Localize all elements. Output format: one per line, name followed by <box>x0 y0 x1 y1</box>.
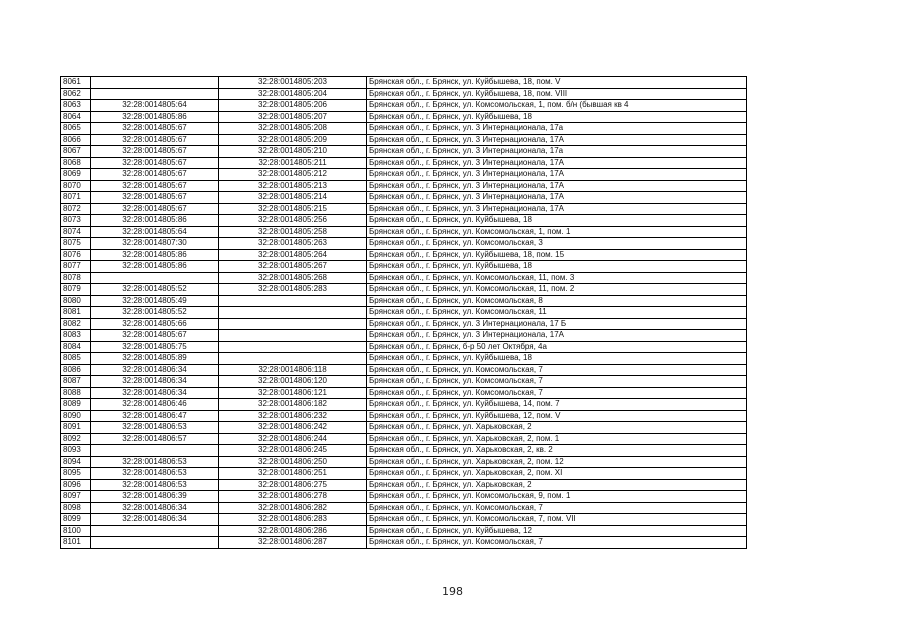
row-number-cell: 8089 <box>61 399 91 411</box>
object-cadastral-number-cell: 32:28:0014805:215 <box>219 203 367 215</box>
address-cell: Брянская обл., г. Брянск, ул. Комсомольская, 1, пом. 1 <box>367 226 747 238</box>
object-cadastral-number-cell: 32:28:0014805:204 <box>219 88 367 100</box>
parcel-cadastral-number-cell: 32:28:0014805:86 <box>91 249 219 261</box>
parcel-cadastral-number-cell: 32:28:0014805:67 <box>91 157 219 169</box>
row-number-cell: 8078 <box>61 272 91 284</box>
table-row <box>61 295 747 307</box>
row-number-cell: 8067 <box>61 146 91 158</box>
table-row <box>61 307 747 319</box>
parcel-cadastral-number-cell: 32:28:0014806:34 <box>91 387 219 399</box>
address-cell: Брянская обл., г. Брянск, ул. Куйбышева, 18 <box>367 353 747 365</box>
parcel-cadastral-number-cell: 32:28:0014806:34 <box>91 364 219 376</box>
address-cell: Брянская обл., г. Брянск, ул. Харьковская, 2, кв. 2 <box>367 445 747 457</box>
address-cell: Брянская обл., г. Брянск, ул. Комсомольская, 11, пом. 3 <box>367 272 747 284</box>
object-cadastral-number-cell: 32:28:0014805:211 <box>219 157 367 169</box>
table-row <box>61 146 747 158</box>
parcel-cadastral-number-cell: 32:28:0014805:67 <box>91 192 219 204</box>
address-cell: Брянская обл., г. Брянск, ул. Комсомольская, 9, пом. 1 <box>367 491 747 503</box>
parcel-cadastral-number-cell: 32:28:0014805:67 <box>91 203 219 215</box>
parcel-cadastral-number-cell: 32:28:0014805:86 <box>91 261 219 273</box>
row-number-cell: 8082 <box>61 318 91 330</box>
address-cell: Брянская обл., г. Брянск, ул. 3 Интернационала, 17а <box>367 146 747 158</box>
row-number-cell: 8097 <box>61 491 91 503</box>
table-row <box>61 111 747 123</box>
table-row <box>61 433 747 445</box>
row-number-cell: 8086 <box>61 364 91 376</box>
object-cadastral-number-cell: 32:28:0014805:207 <box>219 111 367 123</box>
address-cell: Брянская обл., г. Брянск, ул. Комсомольская, 1, пом. б/н (бывшая кв 4 <box>367 100 747 112</box>
object-cadastral-number-cell: 32:28:0014806:278 <box>219 491 367 503</box>
object-cadastral-number-cell: 32:28:0014806:287 <box>219 537 367 549</box>
row-number-cell: 8101 <box>61 537 91 549</box>
address-cell: Брянская обл., г. Брянск, ул. Харьковская, 2, пом. 1 <box>367 433 747 445</box>
address-cell: Брянская обл., г. Брянск, ул. Комсомольская, 11 <box>367 307 747 319</box>
parcel-cadastral-number-cell: 32:28:0014805:67 <box>91 169 219 181</box>
row-number-cell: 8084 <box>61 341 91 353</box>
row-number-cell: 8093 <box>61 445 91 457</box>
row-number-cell: 8070 <box>61 180 91 192</box>
table-row <box>61 238 747 250</box>
row-number-cell: 8073 <box>61 215 91 227</box>
address-cell: Брянская обл., г. Брянск, ул. 3 Интернационала, 17А <box>367 134 747 146</box>
address-cell: Брянская обл., г. Брянск, ул. Комсомольская, 7 <box>367 364 747 376</box>
table-row <box>61 525 747 537</box>
address-cell: Брянская обл., г. Брянск, ул. Харьковская, 2 <box>367 422 747 434</box>
row-number-cell: 8066 <box>61 134 91 146</box>
table-row <box>61 180 747 192</box>
address-cell: Брянская обл., г. Брянск, ул. Куйбышева, 18 <box>367 261 747 273</box>
table-row <box>61 399 747 411</box>
object-cadastral-number-cell: 32:28:0014806:118 <box>219 364 367 376</box>
object-cadastral-number-cell: 32:28:0014805:283 <box>219 284 367 296</box>
row-number-cell: 8088 <box>61 387 91 399</box>
parcel-cadastral-number-cell: 32:28:0014806:34 <box>91 502 219 514</box>
object-cadastral-number-cell: 32:28:0014805:268 <box>219 272 367 284</box>
object-cadastral-number-cell: 32:28:0014806:120 <box>219 376 367 388</box>
object-cadastral-number-cell: 32:28:0014806:282 <box>219 502 367 514</box>
parcel-cadastral-number-cell: 32:28:0014805:64 <box>91 226 219 238</box>
parcel-cadastral-number-cell <box>91 77 219 89</box>
row-number-cell: 8090 <box>61 410 91 422</box>
address-cell: Брянская обл., г. Брянск, ул. Комсомольская, 7, пом. VII <box>367 514 747 526</box>
parcel-cadastral-number-cell: 32:28:0014806:39 <box>91 491 219 503</box>
parcel-cadastral-number-cell: 32:28:0014805:86 <box>91 215 219 227</box>
address-cell: Брянская обл., г. Брянск, ул. Куйбышева, 12 <box>367 525 747 537</box>
object-cadastral-number-cell: 32:28:0014805:210 <box>219 146 367 158</box>
address-cell: Брянская обл., г. Брянск, ул. Комсомольская, 11, пом. 2 <box>367 284 747 296</box>
object-cadastral-number-cell: 32:28:0014805:214 <box>219 192 367 204</box>
object-cadastral-number-cell: 32:28:0014805:212 <box>219 169 367 181</box>
object-cadastral-number-cell: 32:28:0014806:232 <box>219 410 367 422</box>
row-number-cell: 8077 <box>61 261 91 273</box>
row-number-cell: 8094 <box>61 456 91 468</box>
table-row <box>61 192 747 204</box>
object-cadastral-number-cell: 32:28:0014806:250 <box>219 456 367 468</box>
object-cadastral-number-cell: 32:28:0014805:209 <box>219 134 367 146</box>
object-cadastral-number-cell <box>219 318 367 330</box>
address-cell: Брянская обл., г. Брянск, ул. Куйбышева, 18, пом. 15 <box>367 249 747 261</box>
table-row <box>61 353 747 365</box>
object-cadastral-number-cell: 32:28:0014805:208 <box>219 123 367 135</box>
table-row <box>61 410 747 422</box>
row-number-cell: 8079 <box>61 284 91 296</box>
row-number-cell: 8085 <box>61 353 91 365</box>
table-row <box>61 330 747 342</box>
object-cadastral-number-cell <box>219 341 367 353</box>
address-cell: Брянская обл., г. Брянск, ул. Комсомольская, 8 <box>367 295 747 307</box>
object-cadastral-number-cell: 32:28:0014805:258 <box>219 226 367 238</box>
object-cadastral-number-cell: 32:28:0014806:121 <box>219 387 367 399</box>
row-number-cell: 8062 <box>61 88 91 100</box>
parcel-cadastral-number-cell: 32:28:0014805:66 <box>91 318 219 330</box>
object-cadastral-number-cell <box>219 307 367 319</box>
parcel-cadastral-number-cell: 32:28:0014805:67 <box>91 180 219 192</box>
row-number-cell: 8069 <box>61 169 91 181</box>
object-cadastral-number-cell: 32:28:0014806:286 <box>219 525 367 537</box>
row-number-cell: 8063 <box>61 100 91 112</box>
parcel-cadastral-number-cell: 32:28:0014806:34 <box>91 514 219 526</box>
object-cadastral-number-cell <box>219 295 367 307</box>
address-cell: Брянская обл., г. Брянск, ул. 3 Интернационала, 17А <box>367 180 747 192</box>
object-cadastral-number-cell: 32:28:0014805:203 <box>219 77 367 89</box>
address-cell: Брянская обл., г. Брянск, ул. Куйбышева, 18 <box>367 215 747 227</box>
table-row <box>61 88 747 100</box>
table-row <box>61 77 747 89</box>
table-row <box>61 422 747 434</box>
address-cell: Брянская обл., г. Брянск, ул. 3 Интернационала, 17а <box>367 123 747 135</box>
table-row <box>61 318 747 330</box>
address-cell: Брянская обл., г. Брянск, ул. Куйбышева, 18 <box>367 111 747 123</box>
table-row <box>61 468 747 480</box>
row-number-cell: 8064 <box>61 111 91 123</box>
parcel-cadastral-number-cell: 32:28:0014805:67 <box>91 146 219 158</box>
row-number-cell: 8100 <box>61 525 91 537</box>
row-number-cell: 8061 <box>61 77 91 89</box>
table-row <box>61 341 747 353</box>
table-row <box>61 537 747 549</box>
row-number-cell: 8092 <box>61 433 91 445</box>
parcel-cadastral-number-cell: 32:28:0014805:89 <box>91 353 219 365</box>
table-row <box>61 491 747 503</box>
object-cadastral-number-cell: 32:28:0014806:245 <box>219 445 367 457</box>
row-number-cell: 8075 <box>61 238 91 250</box>
table-row <box>61 502 747 514</box>
table-row <box>61 157 747 169</box>
row-number-cell: 8095 <box>61 468 91 480</box>
parcel-cadastral-number-cell <box>91 445 219 457</box>
parcel-cadastral-number-cell: 32:28:0014806:53 <box>91 456 219 468</box>
object-cadastral-number-cell: 32:28:0014806:244 <box>219 433 367 445</box>
object-cadastral-number-cell <box>219 330 367 342</box>
parcel-cadastral-number-cell: 32:28:0014805:67 <box>91 134 219 146</box>
address-cell: Брянская обл., г. Брянск, ул. Куйбышева, 14, пом. 7 <box>367 399 747 411</box>
parcel-cadastral-number-cell: 32:28:0014805:67 <box>91 330 219 342</box>
parcel-cadastral-number-cell: 32:28:0014806:53 <box>91 479 219 491</box>
row-number-cell: 8074 <box>61 226 91 238</box>
table-row <box>61 100 747 112</box>
row-number-cell: 8068 <box>61 157 91 169</box>
parcel-cadastral-number-cell: 32:28:0014806:46 <box>91 399 219 411</box>
row-number-cell: 8065 <box>61 123 91 135</box>
table-row <box>61 123 747 135</box>
parcel-cadastral-number-cell: 32:28:0014805:75 <box>91 341 219 353</box>
object-cadastral-number-cell: 32:28:0014806:251 <box>219 468 367 480</box>
address-cell: Брянская обл., г. Брянск, ул. 3 Интернационала, 17 Б <box>367 318 747 330</box>
address-cell: Брянская обл., г. Брянск, ул. 3 Интернационала, 17А <box>367 169 747 181</box>
table-row <box>61 376 747 388</box>
address-cell: Брянская обл., г. Брянск, ул. 3 Интернационала, 17А <box>367 330 747 342</box>
table-row <box>61 479 747 491</box>
parcel-cadastral-number-cell: 32:28:0014805:64 <box>91 100 219 112</box>
address-cell: Брянская обл., г. Брянск, ул. Куйбышева, 18, пом. VIII <box>367 88 747 100</box>
parcel-cadastral-number-cell <box>91 88 219 100</box>
object-cadastral-number-cell: 32:28:0014806:275 <box>219 479 367 491</box>
address-cell: Брянская обл., г. Брянск, ул. 3 Интернационала, 17А <box>367 157 747 169</box>
table-row <box>61 215 747 227</box>
table-row <box>61 456 747 468</box>
row-number-cell: 8098 <box>61 502 91 514</box>
table-row <box>61 169 747 181</box>
parcel-cadastral-number-cell: 32:28:0014806:57 <box>91 433 219 445</box>
object-cadastral-number-cell: 32:28:0014806:283 <box>219 514 367 526</box>
parcel-cadastral-number-cell <box>91 272 219 284</box>
address-cell: Брянская обл., г. Брянск, ул. Харьковская, 2 <box>367 479 747 491</box>
object-cadastral-number-cell: 32:28:0014805:256 <box>219 215 367 227</box>
row-number-cell: 8099 <box>61 514 91 526</box>
table-row <box>61 249 747 261</box>
page-number: 198 <box>442 585 463 598</box>
parcel-cadastral-number-cell: 32:28:0014807:30 <box>91 238 219 250</box>
row-number-cell: 8096 <box>61 479 91 491</box>
address-cell: Брянская обл., г. Брянск, ул. Комсомольская, 7 <box>367 387 747 399</box>
parcel-cadastral-number-cell: 32:28:0014806:53 <box>91 422 219 434</box>
table-row <box>61 203 747 215</box>
address-cell: Брянская обл., г. Брянск, ул. Куйбышева, 18, пом. V <box>367 77 747 89</box>
cadastral-table <box>60 76 747 549</box>
object-cadastral-number-cell: 32:28:0014806:242 <box>219 422 367 434</box>
parcel-cadastral-number-cell: 32:28:0014805:67 <box>91 123 219 135</box>
address-cell: Брянская обл., г. Брянск, б-р 50 лет Октября, 4а <box>367 341 747 353</box>
parcel-cadastral-number-cell: 32:28:0014805:52 <box>91 307 219 319</box>
table-row <box>61 514 747 526</box>
address-cell: Брянская обл., г. Брянск, ул. Комсомольская, 7 <box>367 537 747 549</box>
object-cadastral-number-cell: 32:28:0014805:213 <box>219 180 367 192</box>
object-cadastral-number-cell: 32:28:0014805:206 <box>219 100 367 112</box>
table-row <box>61 272 747 284</box>
table-body <box>61 77 747 549</box>
address-cell: Брянская обл., г. Брянск, ул. 3 Интернационала, 17А <box>367 192 747 204</box>
row-number-cell: 8071 <box>61 192 91 204</box>
row-number-cell: 8072 <box>61 203 91 215</box>
parcel-cadastral-number-cell: 32:28:0014806:34 <box>91 376 219 388</box>
parcel-cadastral-number-cell <box>91 537 219 549</box>
table-row <box>61 261 747 273</box>
parcel-cadastral-number-cell: 32:28:0014806:53 <box>91 468 219 480</box>
row-number-cell: 8081 <box>61 307 91 319</box>
row-number-cell: 8091 <box>61 422 91 434</box>
table-row <box>61 226 747 238</box>
table-row <box>61 445 747 457</box>
row-number-cell: 8080 <box>61 295 91 307</box>
table-row <box>61 364 747 376</box>
row-number-cell: 8083 <box>61 330 91 342</box>
row-number-cell: 8076 <box>61 249 91 261</box>
table-row <box>61 387 747 399</box>
object-cadastral-number-cell: 32:28:0014805:267 <box>219 261 367 273</box>
parcel-cadastral-number-cell: 32:28:0014805:86 <box>91 111 219 123</box>
parcel-cadastral-number-cell: 32:28:0014806:47 <box>91 410 219 422</box>
parcel-cadastral-number-cell: 32:28:0014805:52 <box>91 284 219 296</box>
parcel-cadastral-number-cell: 32:28:0014805:49 <box>91 295 219 307</box>
address-cell: Брянская обл., г. Брянск, ул. Комсомольская, 7 <box>367 502 747 514</box>
object-cadastral-number-cell <box>219 353 367 365</box>
row-number-cell: 8087 <box>61 376 91 388</box>
object-cadastral-number-cell: 32:28:0014805:263 <box>219 238 367 250</box>
address-cell: Брянская обл., г. Брянск, ул. 3 Интернационала, 17А <box>367 203 747 215</box>
object-cadastral-number-cell: 32:28:0014805:264 <box>219 249 367 261</box>
table-row <box>61 284 747 296</box>
address-cell: Брянская обл., г. Брянск, ул. Комсомольская, 7 <box>367 376 747 388</box>
address-cell: Брянская обл., г. Брянск, ул. Комсомольская, 3 <box>367 238 747 250</box>
address-cell: Брянская обл., г. Брянск, ул. Харьковская, 2, пом. XI <box>367 468 747 480</box>
address-cell: Брянская обл., г. Брянск, ул. Куйбышева, 12, пом. V <box>367 410 747 422</box>
object-cadastral-number-cell: 32:28:0014806:182 <box>219 399 367 411</box>
table-row <box>61 134 747 146</box>
address-cell: Брянская обл., г. Брянск, ул. Харьковская, 2, пом. 12 <box>367 456 747 468</box>
parcel-cadastral-number-cell <box>91 525 219 537</box>
